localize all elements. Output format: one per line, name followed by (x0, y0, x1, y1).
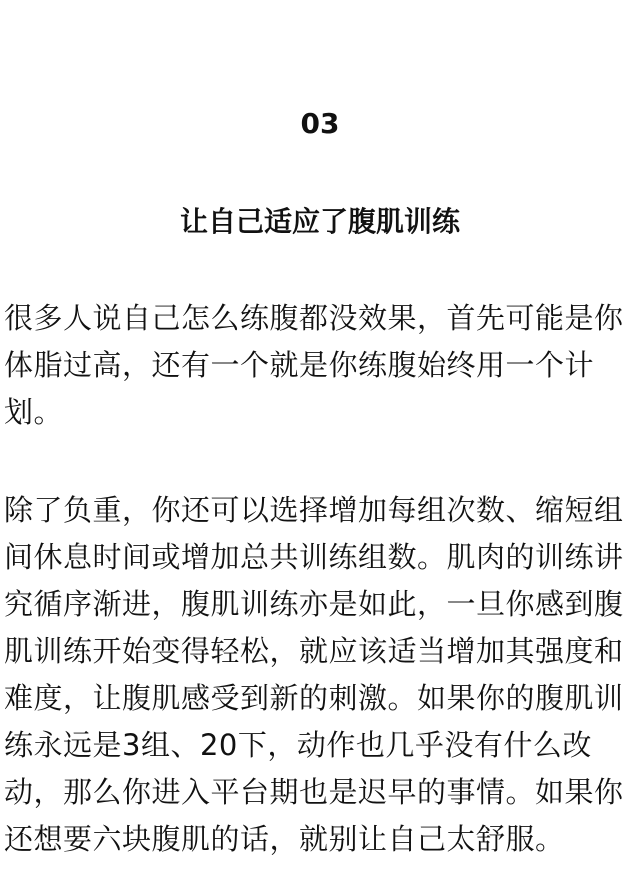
paragraph-line: 还想要六块腹肌的话，就别让自己太舒服。 (4, 822, 565, 856)
section-title: 让自己适应了腹肌训练 (179, 205, 460, 238)
paragraph-line: 练永远是3组、20下，动作也几乎没有什么改 (4, 728, 592, 762)
paragraph-line: 究循序渐进，腹肌训练亦是如此，一旦你感到腹 (4, 587, 624, 621)
paragraph-line: 除了负重，你还可以选择增加每组次数、缩短组 (4, 493, 624, 527)
paragraph-line: 难度，让腹肌感受到新的刺激。如果你的腹肌训 (4, 681, 624, 715)
paragraph-line: 很多人说自己怎么练腹都没效果，首先可能是你 (4, 301, 624, 335)
paragraph-line: 划。 (4, 395, 64, 429)
paragraph-line: 体脂过高，还有一个就是你练腹始终用一个计 (4, 348, 595, 382)
paragraph-line: 肌训练开始变得轻松，就应该适当增加其强度和 (4, 634, 624, 668)
paragraph-2 (4, 487, 638, 863)
paragraph-line: 间休息时间或增加总共训练组数。肌肉的训练讲 (4, 540, 624, 574)
paragraph-1 (4, 295, 638, 436)
section-number: 03 (300, 107, 340, 140)
paragraph-line: 动，那么你进入平台期也是迟早的事情。如果你 (4, 775, 624, 809)
